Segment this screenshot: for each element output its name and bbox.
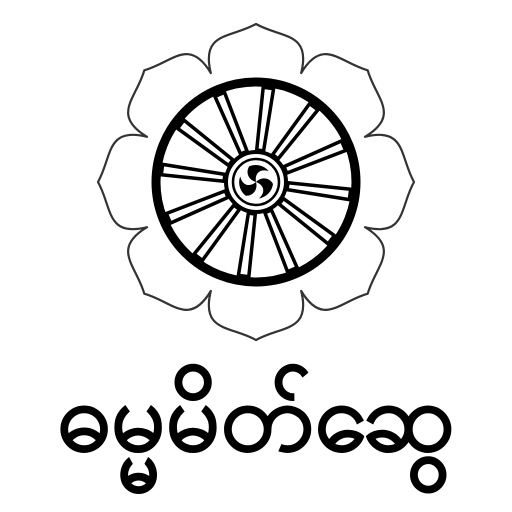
wheel-spoke [166,191,228,223]
dharma-wheel-lotus-icon [86,12,426,352]
wheel-spoke [238,213,255,277]
wheel-spoke [273,104,318,159]
wheel-spoke [194,205,239,260]
wheel-spoke [178,120,233,165]
wheel-spoke [287,183,351,200]
wheel-spoke [161,164,225,181]
wheel-spoke [257,87,274,151]
logo-wordmark: ဓမ္မမိတ်ဆွေ [56,361,456,473]
wheel-spoke [265,210,297,272]
wheel-spoke [284,141,346,173]
wheel-spoke [279,199,334,244]
wheel-spoke [215,92,247,154]
